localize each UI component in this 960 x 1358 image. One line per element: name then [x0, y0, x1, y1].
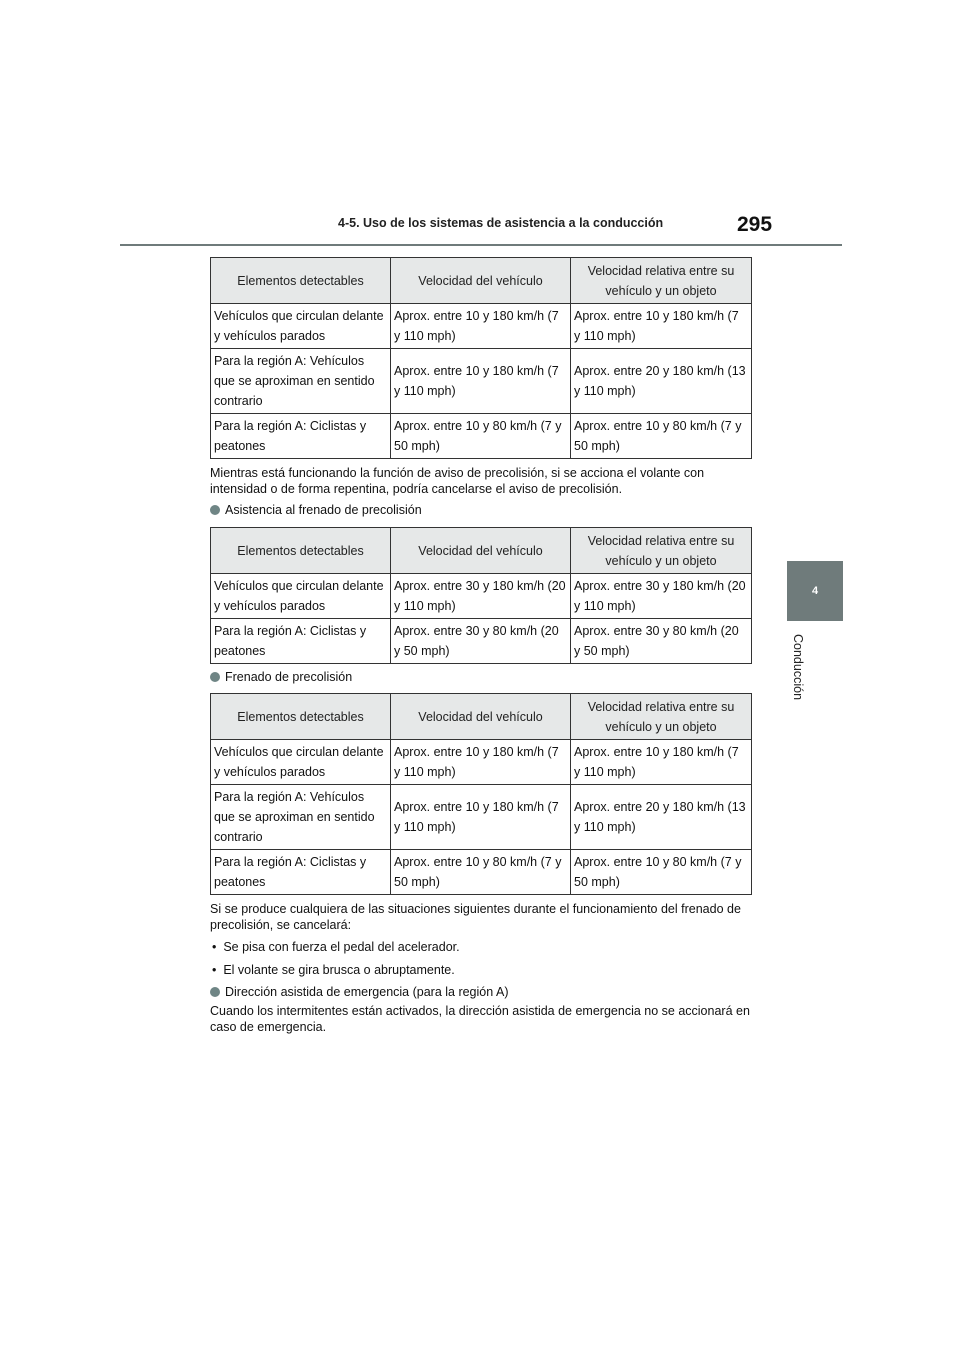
paragraph-braking-cancel: Si se produce cualquiera de las situaciones siguientes durante el funcionamiento del frenado de precolisión, se cancelará:	[210, 902, 741, 932]
bullet-dot-icon	[210, 505, 220, 515]
table-cell: Aprox. entre 10 y 180 km/h (7 y 110 mph)	[571, 304, 752, 349]
list-marker: •	[212, 963, 224, 977]
table-cell: Aprox. entre 10 y 180 km/h (7 y 110 mph)	[391, 349, 571, 414]
table-cell: Aprox. entre 20 y 180 km/h (13 y 110 mph)	[571, 785, 752, 850]
header-cell: Elementos detectables	[211, 258, 391, 304]
table-cell: Vehículos que circulan delante y vehículos parados	[211, 304, 391, 349]
table-cell: Vehículos que circulan delante y vehículos parados	[211, 740, 391, 785]
bullet-label: Dirección asistida de emergencia (para la región A)	[225, 985, 509, 999]
paragraph-emergency-steering: Cuando los intermitentes están activados, la dirección asistida de emergencia no se accionará en caso de emergencia.	[210, 1004, 750, 1034]
table-cell: Aprox. entre 20 y 180 km/h (13 y 110 mph)	[571, 349, 752, 414]
table-row	[211, 349, 752, 414]
bullet-dot-icon	[210, 987, 220, 997]
header-cell: Velocidad del vehículo	[391, 528, 571, 574]
header-cell: Velocidad relativa entre su vehículo y un objeto	[571, 528, 752, 574]
bullet-label: Frenado de precolisión	[225, 670, 353, 684]
header-cell: Velocidad relativa entre su vehículo y un objeto	[571, 694, 752, 740]
table-cell: Vehículos que circulan delante y vehículos parados	[211, 574, 391, 619]
table-cell: Aprox. entre 10 y 80 km/h (7 y 50 mph)	[571, 850, 752, 895]
table-row	[211, 850, 752, 895]
table-cell: Para la región A: Vehículos que se aproximan en sentido contrario	[211, 785, 391, 850]
table-cell: Aprox. entre 10 y 80 km/h (7 y 50 mph)	[391, 850, 571, 895]
table-row	[211, 619, 752, 664]
bullet-label: Asistencia al frenado de precolisión	[225, 503, 422, 517]
page-number: 295	[737, 213, 773, 236]
bullet-heading	[210, 503, 422, 517]
header-cell: Elementos detectables	[211, 528, 391, 574]
table-cell: Aprox. entre 10 y 80 km/h (7 y 50 mph)	[391, 414, 571, 459]
header-cell: Velocidad del vehículo	[391, 694, 571, 740]
chapter-number: 4	[811, 585, 819, 597]
header-cell: Velocidad relativa entre su vehículo y un objeto	[571, 258, 752, 304]
bullet-dot-icon	[210, 672, 220, 682]
table-row	[211, 740, 752, 785]
table-cell: Aprox. entre 10 y 180 km/h (7 y 110 mph)	[391, 740, 571, 785]
table-header-row	[211, 528, 752, 574]
chapter-tab	[787, 561, 843, 621]
table-cell: Aprox. entre 10 y 180 km/h (7 y 110 mph)	[391, 785, 571, 850]
header-rule	[120, 244, 842, 246]
table-row	[211, 414, 752, 459]
table-brake-assist	[210, 527, 752, 664]
table-header-row	[211, 694, 752, 740]
list-item: • Se pisa con fuerza el pedal del acelerador.	[212, 940, 460, 954]
chapter-name: Conducción	[791, 634, 805, 701]
table-cell: Para la región A: Ciclistas y peatones	[211, 619, 391, 664]
table-row	[211, 574, 752, 619]
paragraph-warning-cancel: Mientras está funcionando la función de aviso de precolisión, si se acciona el volante con intensidad o de forma repentina, podría cancelarse el aviso de precolisión.	[210, 466, 705, 496]
bullet-heading	[210, 985, 508, 999]
list-item: • El volante se gira brusca o abruptamente.	[212, 963, 455, 977]
table-cell: Aprox. entre 30 y 180 km/h (20 y 110 mph)	[391, 574, 571, 619]
table-cell: Para la región A: Ciclistas y peatones	[211, 850, 391, 895]
header-cell: Elementos detectables	[211, 694, 391, 740]
bullet-heading	[210, 670, 352, 684]
table-cell: Para la región A: Ciclistas y peatones	[211, 414, 391, 459]
table-cell: Aprox. entre 30 y 80 km/h (20 y 50 mph)	[571, 619, 752, 664]
table-header-row	[211, 258, 752, 304]
table-cell: Aprox. entre 10 y 180 km/h (7 y 110 mph)	[571, 740, 752, 785]
table-row	[211, 304, 752, 349]
table-cell: Aprox. entre 30 y 180 km/h (20 y 110 mph)	[571, 574, 752, 619]
table-cell: Aprox. entre 10 y 80 km/h (7 y 50 mph)	[571, 414, 752, 459]
table-row	[211, 785, 752, 850]
table-cell: Aprox. entre 30 y 80 km/h (20 y 50 mph)	[391, 619, 571, 664]
header-cell: Velocidad del vehículo	[391, 258, 571, 304]
table-cell: Para la región A: Vehículos que se aproximan en sentido contrario	[211, 349, 391, 414]
table-pre-collision-braking	[210, 693, 752, 895]
table-pre-collision-warning	[210, 257, 752, 459]
section-title: 4-5. Uso de los sistemas de asistencia a la conducción	[338, 216, 664, 230]
table-cell: Aprox. entre 10 y 180 km/h (7 y 110 mph)	[391, 304, 571, 349]
list-marker: •	[212, 940, 224, 954]
